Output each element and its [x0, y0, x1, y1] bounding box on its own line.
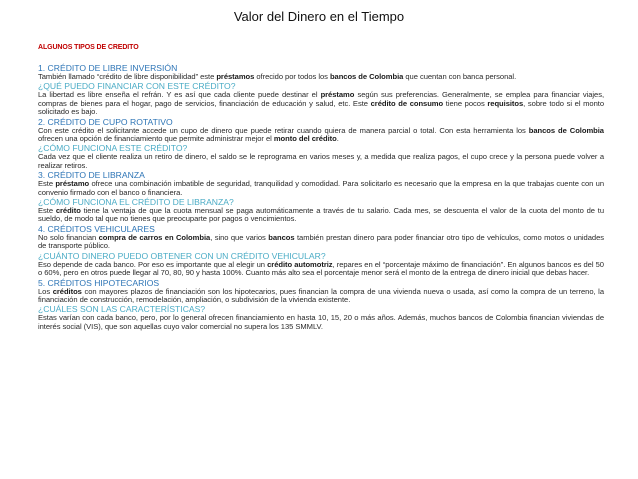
section-heading: 3. CRÉDITO DE LIBRANZA — [38, 170, 145, 181]
section-paragraph: Cada vez que el cliente realiza un retiro de dinero, el saldo se le reprograma en varios meses y, a medida que realiza pagos, el cupo crece y la persona puede volver a realizar retiros. — [38, 152, 604, 170]
section-subtitle: ALGUNOS TIPOS DE CREDITO — [38, 44, 139, 51]
section-paragraph: No solo financian compra de carros en Colombia, sino que varios bancos también prestan dinero para poder financiar otro tipo de vehículos, como motos o unidades de transporte público. — [38, 232, 604, 251]
section-heading: 2. CRÉDITO DE CUPO ROTATIVO — [38, 116, 173, 127]
section-paragraph: La libertad es libre enseña el refrán. Y es así que cada cliente puede destinar el préstamo según sus preferencias. Generalmente, se emplea para financiar viajes, compras de bienes para el hogar, pago de servicios, financiación de educación y salud, etc. Este crédito de consumo tiene pocos requisitos, sobre todo si el monto solicitado es bajo. — [38, 90, 604, 117]
section-question: ¿CUÁLES SON LAS CARACTERÍSTICAS? — [38, 304, 206, 315]
section-paragraph: Este crédito tiene la ventaja de que la cuota mensual se paga automáticamente a través de tu salario. Cada mes, se descuenta el valor de la cuota del monto de tu sueldo, de modo tal que no tienes que preocuparte por pagos o vencimientos. — [38, 206, 604, 224]
section-paragraph: También llamado “crédito de libre disponibilidad” este préstamos ofrecido por todos los bancos de Colombia que cuentan con banca personal. — [38, 72, 517, 81]
content-body — [38, 63, 604, 331]
section-paragraph: Este préstamo ofrece una combinación imbatible de seguridad, tranquilidad y comodidad. Para solicitarlo es necesario que la empresa en la que trabajas cuente con un convenio firmado con el banco o financiera. — [38, 179, 604, 197]
section-question: ¿CÓMO FUNCIONA EL CRÉDITO DE LIBRANZA? — [38, 197, 234, 208]
section-paragraph: Eso depende de cada banco. Por eso es importante que al elegir un crédito automotriz, repares en el “porcentaje máximo de financiación”. En algunos bancos es del 50 o 60%, pero en otros puede llegar al 70, 80, 90 y hasta 100%. Cuanto más alto sea el porcentaje menor será el monto de la entrega de dinero inicial que debas hacer. — [38, 259, 604, 278]
section-libranza — [38, 170, 604, 224]
section-heading: 5. CRÉDITOS HIPOTECARIOS — [38, 277, 160, 288]
section-paragraph: Los créditos con mayores plazos de financiación son los hipotecarios, pues financian la compra de una vivienda nueva o usada, así como la compra de un terreno, la financiación de construcción, remodelación, ampliación, o subdivisión de la vivienda existente. — [38, 286, 604, 304]
section-paragraph: Estas varían con cada banco, pero, por lo general ofrecen financiamiento en hasta 10, 15, 20 o más años. Además, muchos bancos de Colombia financian viviendas de interés social (VIS), que son aquellas cuyo valor comercial no supera los 135 SMMLV. — [38, 313, 604, 331]
section-hipotecarios — [38, 278, 604, 332]
section-heading: 4. CRÉDITOS VEHICULARES — [38, 223, 155, 234]
page-title: Valor del Dinero en el Tiempo — [233, 9, 405, 24]
section-libre-inversion — [38, 63, 604, 117]
section-question: ¿CUÁNTO DINERO PUEDO OBTENER CON UN CRÉDITO VEHICULAR? — [38, 250, 326, 261]
section-paragraph: Con este crédito el solicitante accede un cupo de dinero que puede retirar cuando quiera de manera parcial o total. Con esta herramienta los bancos de Colombia ofrecen una opción de financiamiento que permite administrar mejor el monto del crédito. — [38, 125, 604, 144]
section-cupo-rotativo — [38, 117, 604, 171]
section-vehiculares — [38, 224, 604, 278]
section-question: ¿QUÉ PUEDO FINANCIAR CON ESTE CRÉDITO? — [38, 81, 236, 92]
section-question: ¿CÓMO FUNCIONA ESTE CRÉDITO? — [38, 143, 188, 154]
section-heading: 1. CRÉDITO DE LIBRE INVERSIÓN — [38, 63, 178, 73]
